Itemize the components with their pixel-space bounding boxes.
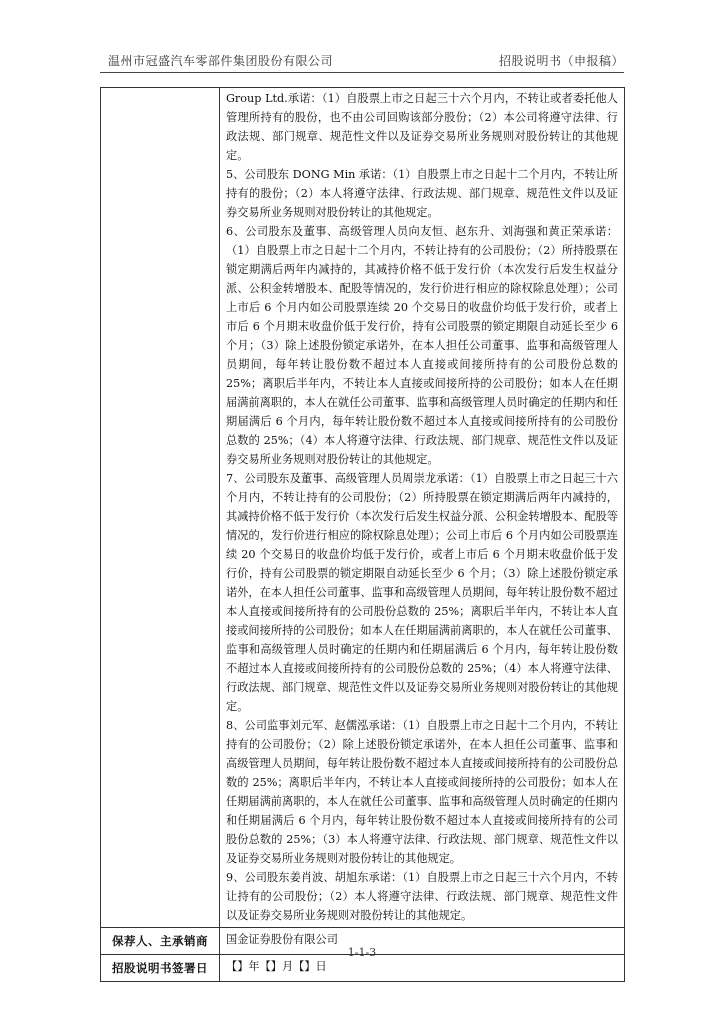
table-row (101, 88, 625, 928)
page-number: 1-1-3 (347, 946, 377, 959)
commitment-paragraph: 7、公司股东及董事、高级管理人员周崇龙承诺：（1）自股票上市之日起三十六个月内，不转让持有的公司股份；（2）所持股票在锁定期满后两年内减持的，其减持价格不低于发行价（本次发行后发生权益分派、公积金转增股本、配股等情况的，发行价进行相应的除权除息处理）；公司上市后 6 个月内如公司股票连续 20 个交易日的收盘价均低于发行价，或者上市后 6 个月期末收盘价低于发行价，持有公司股票的锁定期限自动延长至少 6 个月；（3）除上述股份锁定承诺外，在本人担任公司董事、监事和高级管理人员期间，每年转让股份数不超过本人直接或间接所持有的公司股份总数的 25%；离职后半年内，不转让本人直接或间接所持的公司股份；如本人在任期届满前离职的，本人在就任公司董事、监事和高级管理人员时确定的任期内和任期届满后 6 个月内，每年转让股份数不超过本人直接或间接所持有的公司股份总数的 25%；（4）本人将遵守法律、行政法规、部门规章、规范性文件以及证券交易所业务规则对股份转让的其他规定。 (226, 472, 618, 713)
prospectus-info-table (100, 87, 625, 982)
commitment-paragraph: Group Ltd.承诺：（1）自股票上市之日起三十六个月内，不转让或者委托他人管理所持有的股份，也不由公司回购该部分股份；（2）本公司将遵守法律、行政法规、部门规章、规范性文件以及证券交易所业务规则对股份转让的其他规定。 (226, 92, 618, 162)
document-title: 招股说明书（申报稿） (498, 54, 624, 68)
commitment-paragraph: 8、公司监事刘元军、赵儒泓承诺：（1）自股票上市之日起十二个月内，不转让持有的公司股份；（2）除上述股份锁定承诺外，在本人担任公司董事、监事和高级管理人员期间，每年转让股份数不超过本人直接或间接所持有的公司股份总数的 25%；离职后半年内，不转让本人直接或间接所持的公司股份；如本人在任期届满前离职的，本人在就任公司董事、监事和高级管理人员时确定的任期内和任期届满后 6 个月内，每年转让股份数不超过本人直接或间接所持有的公司股份总数的 25%；（3）本人将遵守法律、行政法规、部门规章、规范性文件以及证券交易所业务规则对股份转让的其他规定。 (226, 719, 618, 865)
company-name: 温州市冠盛汽车零部件集团股份有限公司 (108, 54, 334, 68)
sponsor-label: 保荐人、主承销商 (101, 928, 220, 955)
commitment-paragraph: 9、公司股东姜肖波、胡旭东承诺：（1）自股票上市之日起三十六个月内，不转让持有的公司股份；（2）本人将遵守法律、行政法规、部门规章、规范性文件以及证券交易所业务规则对股份转让的其他规定。 (226, 871, 618, 922)
sign-date-label: 招股说明书签署日 (101, 955, 220, 982)
empty-label-cell (101, 88, 220, 928)
page-header (100, 44, 624, 73)
commitment-paragraph: 5、公司股东 DONG Min 承诺：（1）自股票上市之日起十二个月内，不转让所持有的股份；（2）本人将遵守法律、行政法规、部门规章、规范性文件以及证券交易所业务规则对股份转让的其他规定。 (226, 168, 618, 219)
sponsor-value: 国金证券股份有限公司 (220, 928, 625, 955)
sign-date-value: 【】年【】月【】日 (220, 955, 625, 982)
share-lockup-commitments-cell (220, 88, 625, 928)
commitment-paragraph: 6、公司股东及董事、高级管理人员向友恒、赵东升、刘海强和黄正荣承诺：（1）自股票上市之日起十二个月内，不转让持有的公司股份；（2）所持股票在锁定期满后两年内减持的，其减持价格不低于发行价（本次发行后发生权益分派、公积金转增股本、配股等情况的，发行价进行相应的除权除息处理）；公司上市后 6 个月内如公司股票连续 20 个交易日的收盘价均低于发行价，或者上市后 6 个月期末收盘价低于发行价，持有公司股票的锁定期限自动延长至少 6 个月；（3）除上述股份锁定承诺外，在本人担任公司董事、监事和高级管理人员期间，每年转让股份数不超过本人直接或间接所持有的公司股份总数的 25%；离职后半年内，不转让本人直接或间接所持的公司股份；如本人在任期届满前离职的，本人在就任公司董事、监事和高级管理人员时确定的任期内和任期届满后 6 个月内，每年转让股份数不超过本人直接或间接所持有的公司股份总数的 25%；（4）本人将遵守法律、行政法规、部门规章、规范性文件以及证券交易所业务规则对股份转让的其他规定。 (226, 225, 618, 466)
